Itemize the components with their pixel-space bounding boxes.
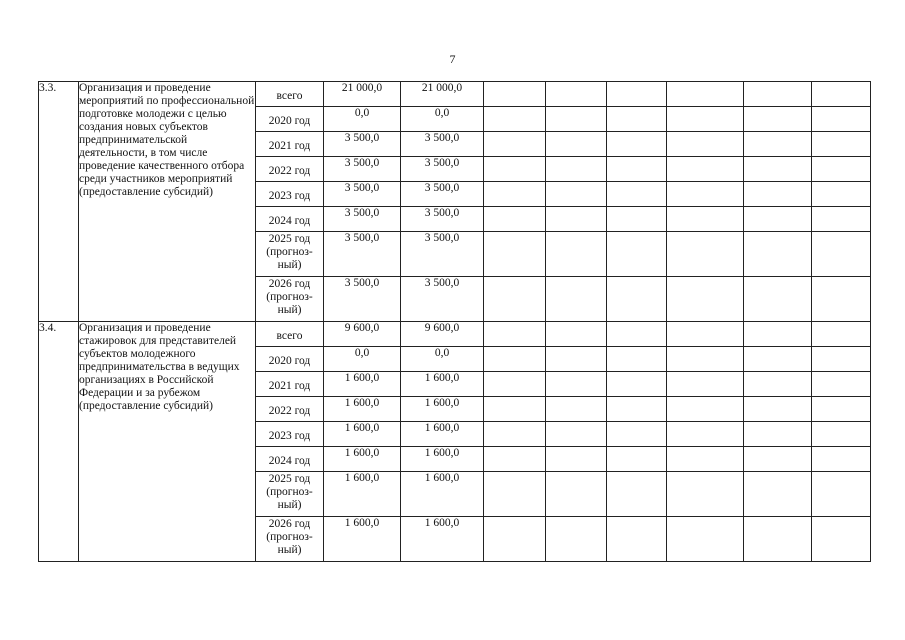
empty-cell [744,422,812,447]
empty-cell [607,82,667,107]
value-budget: 1 600,0 [401,517,484,562]
year-cell [256,157,324,182]
value-budget: 0,0 [401,347,484,372]
empty-cell [744,82,812,107]
value-budget: 3 500,0 [401,182,484,207]
year-cell [256,517,324,562]
empty-cell [744,397,812,422]
value-budget: 0,0 [401,107,484,132]
year-label-line: 2026 год [268,278,311,290]
empty-cell [667,517,744,562]
year-cell [256,182,324,207]
empty-cell [667,82,744,107]
empty-cell [546,322,607,347]
year-label: 2023 год [268,190,311,202]
value-budget: 3 500,0 [401,132,484,157]
empty-cell [546,422,607,447]
empty-cell [607,207,667,232]
year-label-line: ный) [277,259,302,271]
empty-cell [484,422,546,447]
empty-cell [546,207,607,232]
empty-cell [812,82,871,107]
value-total: 3 500,0 [324,207,401,232]
empty-cell [484,207,546,232]
empty-cell [812,182,871,207]
year-label-line: ный) [277,304,302,316]
empty-cell [484,347,546,372]
empty-cell [546,277,607,322]
empty-cell [744,182,812,207]
value-total: 3 500,0 [324,157,401,182]
year-label: 2021 год [268,140,311,152]
empty-cell [667,372,744,397]
empty-cell [744,472,812,517]
year-label: 2021 год [268,380,311,392]
empty-cell [546,447,607,472]
empty-cell [607,157,667,182]
empty-cell [607,517,667,562]
value-budget: 21 000,0 [401,82,484,107]
budget-table [38,81,871,562]
empty-cell [667,447,744,472]
empty-cell [484,517,546,562]
empty-cell [812,157,871,182]
value-total: 3 500,0 [324,232,401,277]
empty-cell [812,322,871,347]
value-total: 0,0 [324,347,401,372]
year-label-line: ный) [277,499,302,511]
empty-cell [484,277,546,322]
empty-cell [484,182,546,207]
empty-cell [484,322,546,347]
empty-cell [667,277,744,322]
section-number: 3.4. [39,322,79,562]
empty-cell [812,397,871,422]
empty-cell [667,347,744,372]
value-budget: 1 600,0 [401,422,484,447]
empty-cell [484,372,546,397]
value-budget: 3 500,0 [401,277,484,322]
value-budget: 9 600,0 [401,322,484,347]
empty-cell [484,232,546,277]
year-label-line: (прогноз- [266,486,313,498]
value-total: 1 600,0 [324,447,401,472]
empty-cell [812,347,871,372]
empty-cell [546,107,607,132]
empty-cell [667,397,744,422]
year-cell [256,82,324,107]
empty-cell [812,232,871,277]
empty-cell [812,422,871,447]
year-label: всего [276,330,303,342]
value-budget: 1 600,0 [401,397,484,422]
value-total: 1 600,0 [324,472,401,517]
empty-cell [744,157,812,182]
value-budget: 1 600,0 [401,472,484,517]
value-total: 3 500,0 [324,182,401,207]
value-total: 21 000,0 [324,82,401,107]
empty-cell [812,107,871,132]
value-budget: 3 500,0 [401,207,484,232]
year-cell [256,277,324,322]
empty-cell [484,82,546,107]
year-label-line: ный) [277,544,302,556]
empty-cell [546,157,607,182]
year-cell [256,372,324,397]
year-label: 2020 год [268,355,311,367]
year-label: 2024 год [268,215,311,227]
value-total: 3 500,0 [324,277,401,322]
empty-cell [546,397,607,422]
empty-cell [546,372,607,397]
table-row [39,322,871,347]
year-cell [256,322,324,347]
year-label-line: 2025 год [268,473,311,485]
empty-cell [667,157,744,182]
empty-cell [812,472,871,517]
value-total: 1 600,0 [324,422,401,447]
empty-cell [546,82,607,107]
empty-cell [667,107,744,132]
year-label-line: (прогноз- [266,531,313,543]
empty-cell [667,322,744,347]
page-number: 7 [449,52,456,66]
year-label: 2024 год [268,455,311,467]
year-label: 2020 год [268,115,311,127]
empty-cell [667,207,744,232]
empty-cell [744,207,812,232]
empty-cell [812,277,871,322]
empty-cell [667,182,744,207]
section-name: Организация и проведение мероприятий по профессиональной подготовке молодежи с целью создания новых субъектов предпринимательской деятельности, в том числе проведение качественного отбора среди участников мероприятий (предоставление субсидий) [79,82,256,322]
empty-cell [812,207,871,232]
empty-cell [667,472,744,517]
value-total: 0,0 [324,107,401,132]
empty-cell [607,107,667,132]
year-cell [256,107,324,132]
empty-cell [484,157,546,182]
year-label-line: 2025 год [268,233,311,245]
empty-cell [812,517,871,562]
empty-cell [744,132,812,157]
empty-cell [484,132,546,157]
empty-cell [607,372,667,397]
year-cell [256,132,324,157]
value-total: 1 600,0 [324,372,401,397]
year-label: 2023 год [268,430,311,442]
empty-cell [607,182,667,207]
table-row [39,82,871,107]
empty-cell [546,132,607,157]
value-total: 9 600,0 [324,322,401,347]
year-cell [256,397,324,422]
value-total: 3 500,0 [324,132,401,157]
section-number: 3.3. [39,82,79,322]
empty-cell [607,447,667,472]
empty-cell [484,472,546,517]
empty-cell [546,232,607,277]
empty-cell [744,517,812,562]
value-total: 1 600,0 [324,397,401,422]
empty-cell [812,132,871,157]
section-name: Организация и проведение стажировок для представителей субъектов молодежного предпринимательства в ведущих организациях в Российской Федерации и за рубежом (предоставление субсидий) [79,322,256,562]
empty-cell [546,472,607,517]
year-cell [256,207,324,232]
year-label-line: (прогноз- [266,291,313,303]
empty-cell [607,422,667,447]
value-budget: 1 600,0 [401,372,484,397]
empty-cell [484,447,546,472]
year-label: 2022 год [268,165,311,177]
empty-cell [546,347,607,372]
empty-cell [667,422,744,447]
empty-cell [744,447,812,472]
value-budget: 3 500,0 [401,157,484,182]
year-cell [256,232,324,277]
year-cell [256,347,324,372]
empty-cell [812,372,871,397]
table-body [39,82,871,562]
empty-cell [744,322,812,347]
empty-cell [607,132,667,157]
empty-cell [607,472,667,517]
empty-cell [744,372,812,397]
empty-cell [546,517,607,562]
empty-cell [607,347,667,372]
empty-cell [607,397,667,422]
year-cell [256,422,324,447]
empty-cell [667,232,744,277]
empty-cell [607,277,667,322]
empty-cell [607,322,667,347]
empty-cell [744,277,812,322]
empty-cell [546,182,607,207]
empty-cell [607,232,667,277]
year-label-line: 2026 год [268,518,311,530]
empty-cell [484,107,546,132]
year-label: 2022 год [268,405,311,417]
value-budget: 1 600,0 [401,447,484,472]
empty-cell [667,132,744,157]
value-budget: 3 500,0 [401,232,484,277]
empty-cell [484,397,546,422]
empty-cell [744,107,812,132]
empty-cell [744,232,812,277]
year-label: всего [276,90,303,102]
empty-cell [812,447,871,472]
year-cell [256,472,324,517]
empty-cell [744,347,812,372]
year-cell [256,447,324,472]
value-total: 1 600,0 [324,517,401,562]
year-label-line: (прогноз- [266,246,313,258]
